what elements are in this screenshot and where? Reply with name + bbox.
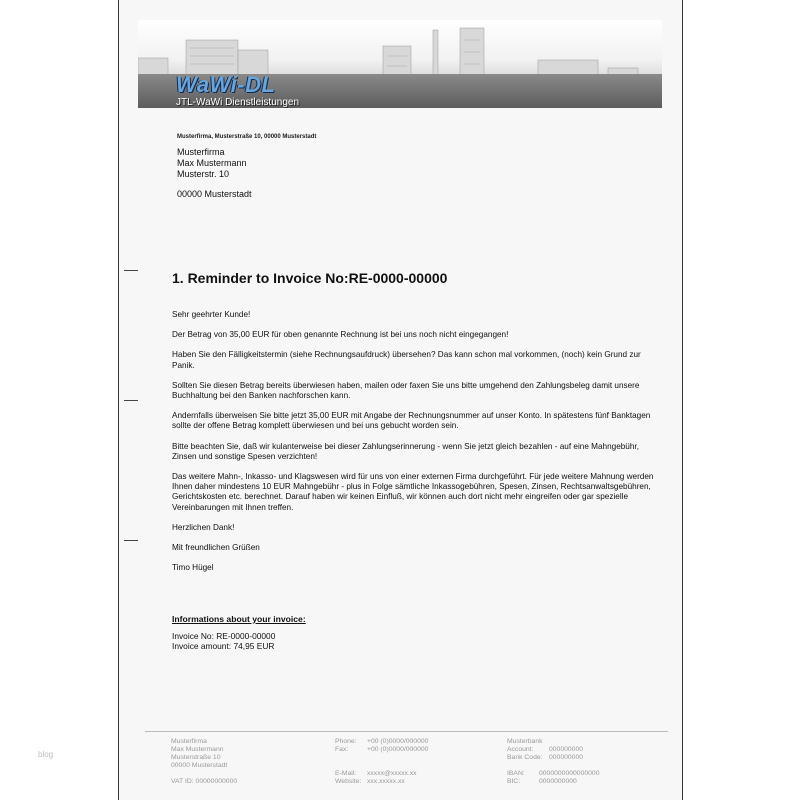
- footer-bic: [507, 778, 599, 786]
- footer-iban-label: IBAN:: [507, 770, 525, 777]
- footer-email-value: xxxxx@xxxxx.xx: [367, 770, 417, 777]
- recipient-address: [177, 147, 252, 200]
- paragraph: Sehr geehrter Kunde!: [172, 310, 251, 319]
- letter-body: [172, 310, 662, 583]
- footer-company: [171, 738, 237, 786]
- recipient-name: Max Mustermann: [177, 158, 247, 168]
- footer-iban: [507, 770, 599, 778]
- logo-tagline: JTL-WaWi Dienstleistungen: [176, 97, 300, 108]
- footer-divider: [145, 731, 668, 732]
- paragraph: Haben Sie den Fälligkeitstermin (siehe Rechnungsaufdruck) übersehen? Das kann schon mal vorkommen, (noch) kein Grund zur Panik.: [172, 350, 641, 370]
- footer-website-label: Website:: [335, 778, 362, 785]
- page-border-right: [682, 0, 683, 800]
- footer-fax-value: +00 (0)0000/000000: [367, 746, 429, 753]
- footer-bankcode-label: Bank Code:: [507, 754, 543, 761]
- footer-email-label: E-Mail:: [335, 770, 357, 777]
- paragraph: Der Betrag von 35,00 EUR für oben genannte Rechnung ist bei uns noch nicht eingegangen!: [172, 330, 509, 340]
- footer-account: [507, 746, 599, 754]
- footer-bankcode-value: 000000000: [549, 754, 584, 761]
- footer-fax-label: Fax:: [335, 746, 349, 753]
- paragraph: Das weitere Mahn-, Inkasso- und Klagswesen wird für uns von einer externen Firma durchgeführt. Für jede weitere Mahnung werden Ihnen daher mindestens 10 EUR Mahngebühr - plus in Folge sämtliche Inkassogebühren, Spesen, Zinsen, Rechtsanwaltsgebühren, Gerichtskosten etc. berechnet. Darauf haben wir keinen Einfluß, wir können auch dort nicht mehr eingreifen oder gar spezielle Vereinbarungen mit Ihnen treffen.: [172, 472, 654, 512]
- paragraph: Mit freundlichen Grüßen: [172, 543, 260, 553]
- paragraph: Andernfalls überweisen Sie bitte jetzt 35,00 EUR mit Angabe der Rechnungsnummer auf unser Konto. In spätestens fünf Banktagen sollte der offene Betrag komplett überwiesen und bei uns gebucht worden sein.: [172, 411, 651, 431]
- fold-mark: [124, 400, 138, 401]
- signature-name: Timo Hügel: [172, 563, 214, 573]
- invoice-amount: Invoice amount: 74,95 EUR: [172, 641, 275, 651]
- invoice-info: [172, 614, 472, 652]
- fold-mark: [124, 540, 138, 541]
- sender-return-address: Musterfirma, Musterstraße 10, 00000 Musterstadt: [177, 134, 317, 140]
- recipient-company: Musterfirma: [177, 147, 225, 157]
- footer-fax: [335, 746, 428, 754]
- logo-text: WaWi-DL: [176, 72, 276, 97]
- footer-bic-label: BIC:: [507, 778, 521, 785]
- paragraph: Bitte beachten Sie, daß wir kulanterweise bei dieser Zahlungserinnerung - wenn Sie jetzt gleich bezahlen - auf eine Mahngebühr, Zinsen und sonstige Spesen verzichten!: [172, 441, 639, 461]
- footer-company-street: Musterstraße 10: [171, 754, 221, 761]
- footer-company-city: 00000 Musterstadt: [171, 762, 228, 769]
- footer-email: [335, 770, 428, 778]
- paragraph: Sollten Sie diesen Betrag bereits überwiesen haben, mailen oder faxen Sie uns bitte umgehend den Zahlungsbeleg damit unsere Buchhaltung bei den Banken nachforschen kann.: [172, 380, 640, 401]
- recipient-city: 00000 Musterstadt: [177, 189, 252, 199]
- footer-bank-name: Musterbank: [507, 738, 543, 745]
- footer-account-value: 000000000: [549, 746, 584, 753]
- footer-vat-id: VAT ID: 00000000000: [171, 778, 238, 785]
- footer-bankcode: [507, 754, 599, 762]
- invoice-number: Invoice No: RE-0000-00000: [172, 630, 276, 641]
- footer-phone: [335, 738, 428, 746]
- footer-contact: [335, 738, 428, 786]
- footer-website-value: xxx.xxxxx.xx: [367, 778, 405, 785]
- paragraph: Herzlichen Dank!: [172, 522, 235, 532]
- footer-bank: [507, 738, 599, 786]
- footer-bic-value: 0000000000: [539, 778, 577, 785]
- footer-company-name: Musterfirma: [171, 738, 207, 745]
- footer-website: [335, 778, 428, 786]
- recipient-street: Musterstr. 10: [177, 169, 230, 179]
- fold-mark: [124, 270, 138, 271]
- invoice-info-heading: Informations about your invoice:: [172, 614, 306, 624]
- footer-account-label: Account:: [507, 746, 534, 753]
- header-banner: [138, 20, 662, 108]
- footer-company-person: Max Mustermann: [171, 746, 224, 753]
- reminder-title: 1. Reminder to Invoice No:RE-0000-00000: [172, 270, 448, 286]
- watermark-text: blog: [38, 750, 54, 759]
- footer-iban-value: 0000000000000000: [539, 770, 600, 777]
- footer-phone-label: Phone:: [335, 738, 357, 745]
- footer-phone-value: +00 (0)0000/000000: [367, 738, 429, 745]
